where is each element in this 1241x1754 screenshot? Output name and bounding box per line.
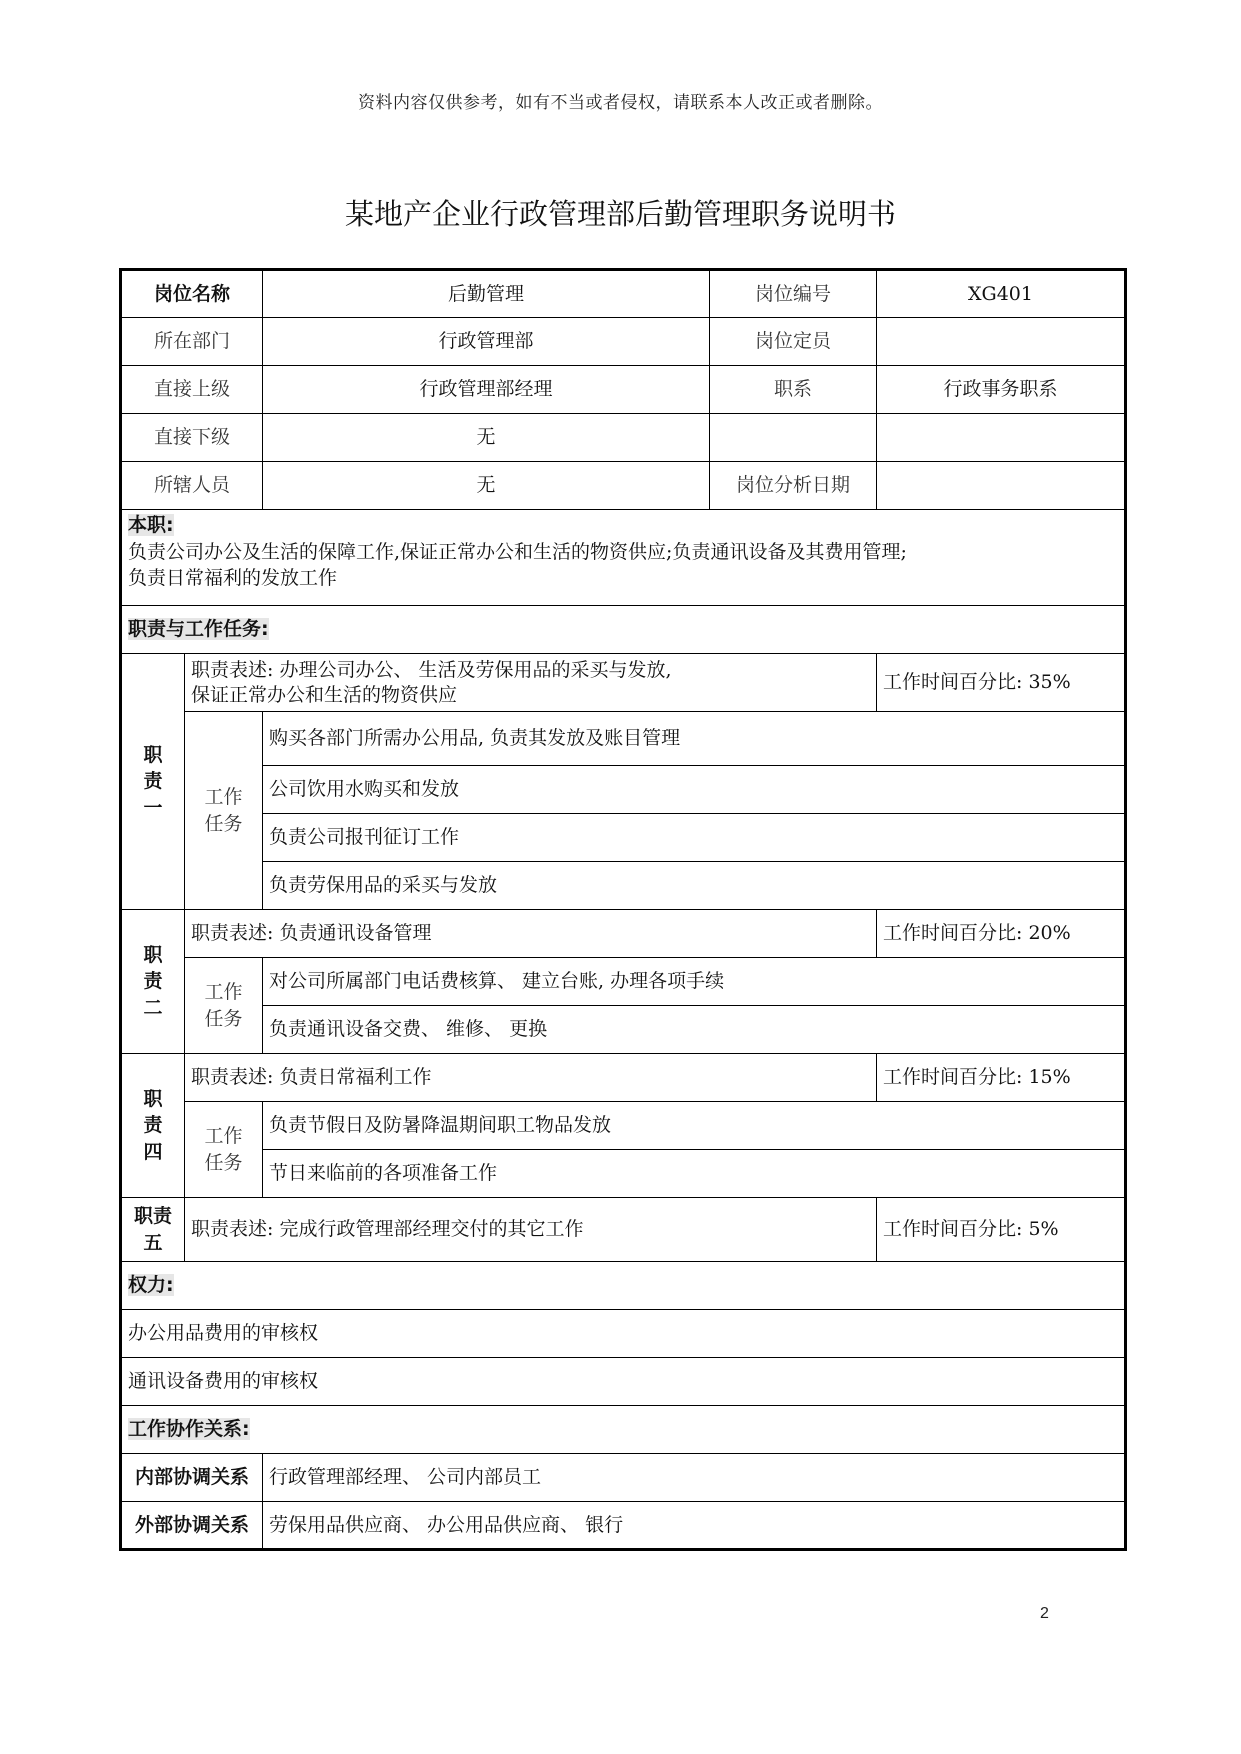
duty-2-task-1: 对公司所属部门电话费核算、 建立台账, 办理各项手续 [263,958,1126,1006]
task-label-word: 工作 [204,785,243,808]
label-department: 所在部门 [121,318,263,366]
label-position-code: 岗位编号 [710,270,877,318]
duties-heading: 职责与工作任务 [128,618,262,641]
duty-1-task-2: 公司饮用水购买和发放 [263,766,1126,814]
empty-cell [877,414,1126,462]
internal-relations-label: 内部协调关系 [121,1454,263,1502]
task-label-word: 工作 [204,1124,243,1147]
basic-row-5 [121,462,1126,510]
duty-4-label [121,1054,185,1198]
power-item-1: 办公用品费用的审核权 [121,1310,1126,1358]
external-relations-row [121,1502,1126,1550]
duty-1-task-label [185,712,263,910]
task-label-word: 任务 [204,1007,243,1030]
duty-1-task-row [121,862,1126,910]
duty-5-description: 职责表述: 完成行政管理部经理交付的其它工作 [185,1198,877,1262]
external-relations-label: 外部协调关系 [121,1502,263,1550]
power-item-2: 通讯设备费用的审核权 [121,1358,1126,1406]
core-duty-row [121,510,1126,606]
duty-4-task-1: 负责节假日及防暑降温期间职工物品发放 [263,1102,1126,1150]
duty-1-label [121,654,185,910]
task-label-word: 工作 [204,980,243,1003]
duties-heading-row [121,606,1126,654]
internal-relations-value: 行政管理部经理、 公司内部员工 [263,1454,1126,1502]
label-analysis-date: 岗位分析日期 [710,462,877,510]
power-heading: 权力 [128,1274,167,1297]
external-relations-value: 劳保用品供应商、 办公用品供应商、 银行 [263,1502,1126,1550]
duty-label-char: 职 [143,1087,163,1110]
value-position-code: XG401 [877,270,1126,318]
duty-label-char: 一 [143,796,163,819]
duty-4-description: 职责表述: 负责日常福利工作 [185,1054,877,1102]
duty-2-task-row [121,958,1126,1006]
basic-row-1 [121,270,1126,318]
page-number: 2 [1040,1605,1049,1622]
duty-1-description [185,654,877,712]
duty-label-char: 五 [143,1231,163,1254]
relations-heading: 工作协作关系 [128,1418,243,1441]
duty-4-task-row [121,1102,1126,1150]
label-direct-superior: 直接上级 [121,366,263,414]
value-direct-superior: 行政管理部经理 [263,366,710,414]
core-duty-heading [128,512,1118,539]
duty-label-char: 职责 [133,1204,172,1227]
value-department: 行政管理部 [263,318,710,366]
label-headcount: 岗位定员 [710,318,877,366]
duty-1-task-row [121,766,1126,814]
duty-2-description: 职责表述: 负责通讯设备管理 [185,910,877,958]
value-headcount [877,318,1126,366]
duty-label-char: 四 [143,1140,163,1163]
duty-1-task-1: 购买各部门所需办公用品, 负责其发放及账目管理 [263,712,1126,766]
basic-row-2 [121,318,1126,366]
duty-2-label [121,910,185,1054]
empty-cell [710,414,877,462]
duty-1-desc-row [121,654,1126,712]
basic-row-4 [121,414,1126,462]
internal-relations-row [121,1454,1126,1502]
value-job-family: 行政事务职系 [877,366,1126,414]
colon: : [166,514,174,536]
core-duty-label: 本职 [128,514,167,536]
duty-4-task-2: 节日来临前的各项准备工作 [263,1150,1126,1198]
label-job-family: 职系 [710,366,877,414]
power-item-row [121,1310,1126,1358]
duty-1-time-percent: 工作时间百分比: 35% [877,654,1126,712]
duty-1-desc-line-2: 保证正常办公和生活的物资供应 [191,683,458,706]
colon: : [242,1418,250,1441]
duty-5-row [121,1198,1126,1262]
duty-1-task-row [121,712,1126,766]
task-label-word: 任务 [204,1151,243,1174]
job-description-table [119,268,1127,1551]
duty-4-time-percent: 工作时间百分比: 15% [877,1054,1126,1102]
duty-4-task-label [185,1102,263,1198]
label-staff-under: 所辖人员 [121,462,263,510]
duty-label-char: 二 [143,996,163,1019]
duty-label-char: 职 [143,743,163,766]
duty-2-task-label [185,958,263,1054]
label-direct-subordinate: 直接下级 [121,414,263,462]
basic-row-3 [121,366,1126,414]
power-heading-row [121,1262,1126,1310]
duty-4-task-row [121,1150,1126,1198]
duty-2-time-percent: 工作时间百分比: 20% [877,910,1126,958]
disclaimer-notice: 资料内容仅供参考，如有不当或者侵权，请联系本人改正或者删除。 [358,93,883,113]
duty-2-task-row [121,1006,1126,1054]
value-staff-under: 无 [263,462,710,510]
core-duty-line-1: 负责公司办公及生活的保障工作,保证正常办公和生活的物资供应;负责通讯设备及其费用管理; [128,540,907,563]
relations-heading-row [121,1406,1126,1454]
duty-label-char: 职 [143,943,163,966]
value-analysis-date [877,462,1126,510]
duty-5-time-percent: 工作时间百分比: 5% [877,1198,1126,1262]
duty-label-char: 责 [143,770,163,793]
duty-1-desc-line-1: 职责表述: 办理公司办公、 生活及劳保用品的采买与发放, [191,658,672,681]
task-label-word: 任务 [204,812,243,835]
duty-1-task-4: 负责劳保用品的采买与发放 [263,862,1126,910]
value-direct-subordinate: 无 [263,414,710,462]
power-item-row [121,1358,1126,1406]
value-position-name: 后勤管理 [263,270,710,318]
duty-2-task-2: 负责通讯设备交费、 维修、 更换 [263,1006,1126,1054]
label-position-name: 岗位名称 [121,270,263,318]
colon: : [261,618,269,641]
duty-label-char: 责 [143,970,163,993]
duty-4-desc-row [121,1054,1126,1102]
duty-2-desc-row [121,910,1126,958]
document-title: 某地产企业行政管理部后勤管理职务说明书 [344,197,896,231]
duty-label-char: 责 [143,1114,163,1137]
core-duty-line-2: 负责日常福利的发放工作 [128,567,338,590]
duty-5-label [121,1198,185,1262]
colon: : [166,1274,174,1297]
duty-1-task-row [121,814,1126,862]
duty-1-task-3: 负责公司报刊征订工作 [263,814,1126,862]
